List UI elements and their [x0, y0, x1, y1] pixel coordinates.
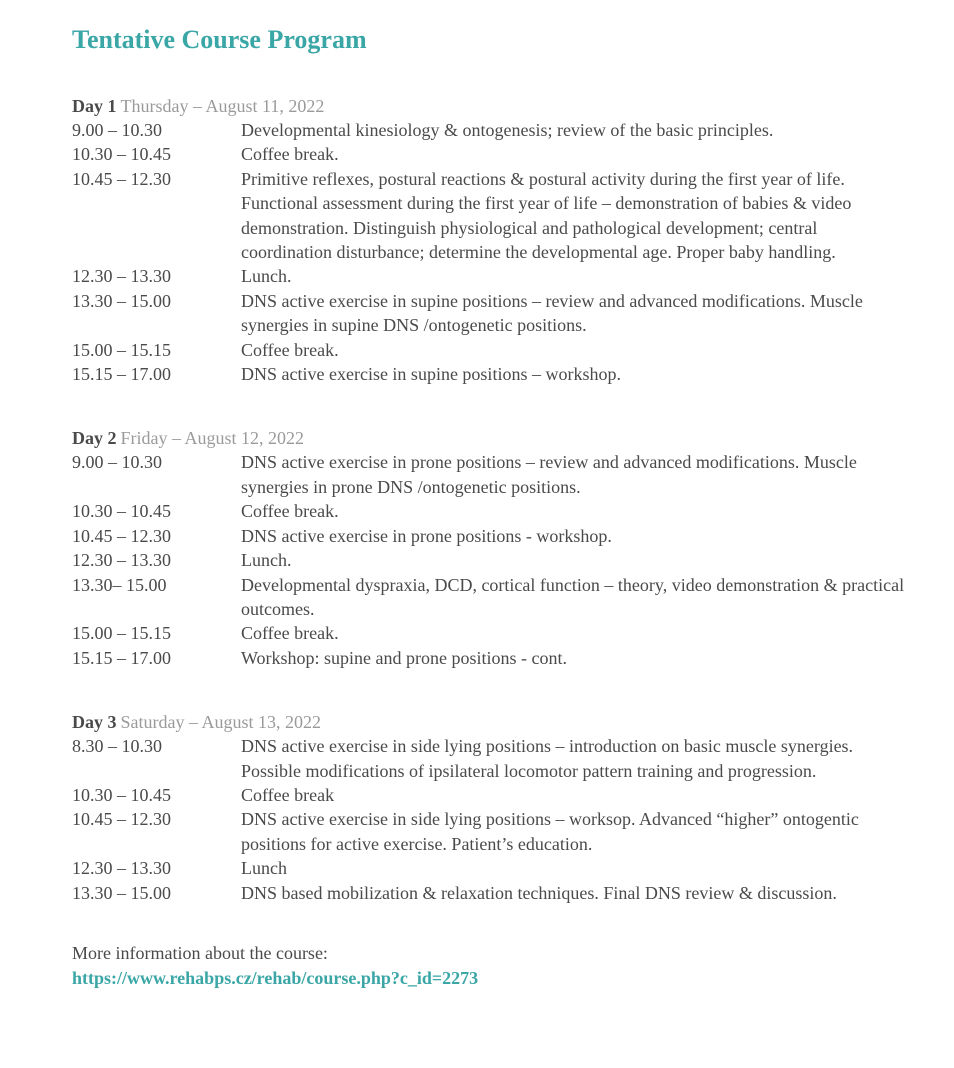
session-time: 13.30 – 15.00 — [72, 290, 171, 311]
schedule-row — [72, 783, 912, 807]
session-description: Workshop: supine and prone positions - cont. — [241, 647, 568, 668]
session-description: Lunch. — [241, 266, 292, 287]
schedule-row — [72, 646, 912, 670]
session-time: 10.45 – 12.30 — [72, 809, 171, 830]
schedule-row — [72, 881, 912, 905]
session-time: 15.00 – 15.15 — [72, 339, 171, 360]
session-description: Developmental kinesiology & ontogenesis; review of the basic principles. — [241, 120, 774, 140]
day-section — [72, 426, 912, 670]
session-time: 10.30 – 10.45 — [72, 784, 171, 805]
session-time: 10.45 – 12.30 — [72, 168, 171, 189]
days-container — [72, 94, 912, 905]
day-date: Friday – August 12, 2022 — [120, 428, 305, 449]
schedule-row — [72, 338, 912, 362]
session-description: DNS based mobilization & relaxation techniques. Final DNS review & discussion. — [241, 882, 837, 903]
session-description: Coffee break — [241, 784, 335, 805]
day-section — [72, 94, 912, 386]
session-description: Primitive reflexes, postural reactions & postural activity during the first year of life. Functional assessment during the first year of life – demonstration of babies & video demonstration. Distinguish physiological and pathological development; central coordination disturbance; determine the developmental age. Proper baby handling. — [241, 168, 852, 263]
session-description: Lunch — [241, 858, 287, 879]
schedule-row — [72, 856, 912, 880]
schedule-row — [72, 450, 912, 499]
session-description: DNS active exercise in prone positions – review and advanced modifications. Muscle synergies in prone DNS /ontogenetic positions. — [241, 452, 857, 497]
day-section — [72, 710, 912, 905]
session-time: 8.30 – 10.30 — [72, 736, 162, 757]
schedule-row — [72, 142, 912, 166]
session-time: 15.15 – 17.00 — [72, 364, 171, 385]
day-header — [72, 426, 912, 450]
session-description: Coffee break. — [241, 501, 339, 522]
schedule-row — [72, 524, 912, 548]
session-description: DNS active exercise in supine positions – review and advanced modifications. Muscle synergies in supine DNS /ontogenetic positions. — [241, 290, 863, 336]
session-time: 10.30 – 10.45 — [72, 144, 171, 165]
session-time: 15.15 – 17.00 — [72, 647, 171, 668]
session-description: DNS active exercise in prone positions - workshop. — [241, 525, 612, 546]
session-time: 10.30 – 10.45 — [72, 501, 171, 522]
day-date: Thursday – August 11, 2022 — [120, 96, 325, 116]
session-description: DNS active exercise in side lying positions – worksop. Advanced “higher” ontogentic positions for active exercise. Patient’s education. — [241, 809, 859, 854]
schedule-row — [72, 167, 912, 265]
session-time: 13.30 – 15.00 — [72, 882, 171, 903]
session-time: 9.00 – 10.30 — [72, 452, 162, 473]
session-description: DNS active exercise in side lying positions – introduction on basic muscle synergies. Possible modifications of ipsilateral locomotor pattern training and progression. — [241, 736, 854, 781]
schedule-row — [72, 289, 912, 338]
footer-info-text: More information about the course: — [72, 942, 328, 963]
session-description: Developmental dyspraxia, DCD, cortical function – theory, video demonstration & practical outcomes. — [241, 574, 905, 619]
page-title: Tentative Course Program — [72, 25, 367, 54]
day-header — [72, 94, 912, 118]
session-description: Coffee break. — [241, 144, 339, 165]
session-time: 9.00 – 10.30 — [72, 120, 162, 140]
day-header — [72, 710, 912, 734]
session-time: 15.00 – 15.15 — [72, 623, 171, 644]
day-label: Day 2 — [72, 428, 117, 449]
schedule-row — [72, 118, 912, 142]
session-description: Coffee break. — [241, 339, 339, 360]
day-label: Day 3 — [72, 712, 117, 733]
session-time: 12.30 – 13.30 — [72, 266, 171, 287]
day-date: Saturday – August 13, 2022 — [120, 712, 321, 733]
schedule-row — [72, 548, 912, 572]
schedule-row — [72, 264, 912, 288]
session-description: Lunch. — [241, 550, 292, 571]
course-program-document — [72, 24, 912, 991]
session-description: Coffee break. — [241, 623, 339, 644]
schedule-row — [72, 621, 912, 645]
session-time: 13.30– 15.00 — [72, 574, 167, 595]
schedule-row — [72, 807, 912, 856]
session-description: DNS active exercise in supine positions – workshop. — [241, 364, 621, 385]
session-time: 12.30 – 13.30 — [72, 550, 171, 571]
footer — [72, 941, 912, 991]
schedule-row — [72, 734, 912, 783]
day-label: Day 1 — [72, 96, 117, 116]
schedule-row — [72, 362, 912, 386]
schedule-row — [72, 573, 912, 622]
schedule-row — [72, 499, 912, 523]
course-link[interactable]: https://www.rehabps.cz/rehab/course.php?c_id=2273 — [72, 967, 479, 988]
session-time: 10.45 – 12.30 — [72, 525, 171, 546]
session-time: 12.30 – 13.30 — [72, 858, 171, 879]
